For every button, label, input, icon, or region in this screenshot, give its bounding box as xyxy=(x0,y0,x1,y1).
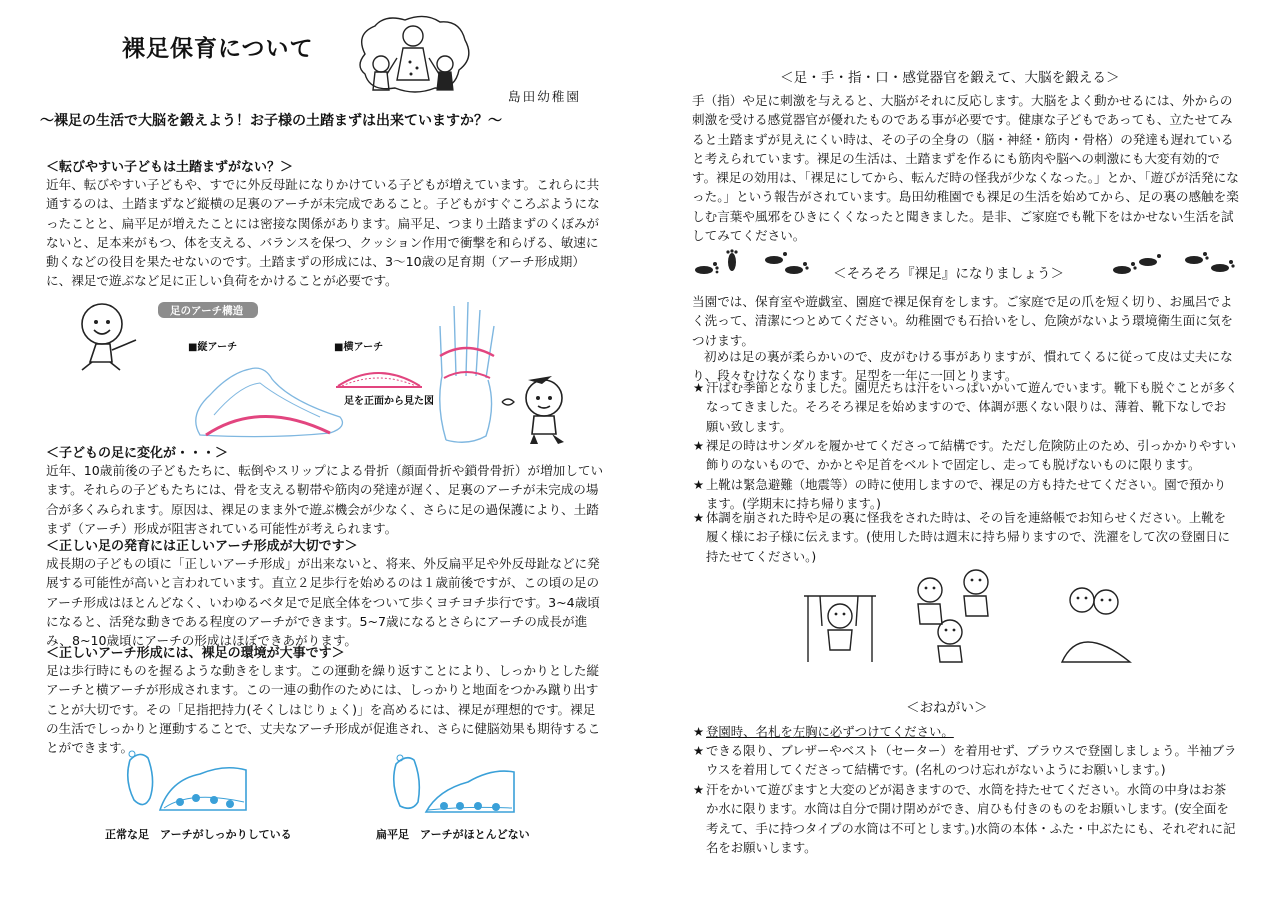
right-heading2: ＜そろそろ『裸足』になりましょう＞ xyxy=(833,266,1065,282)
figure-title: 足のアーチ構造 xyxy=(170,305,244,317)
figure-title-box xyxy=(158,302,258,318)
child-running-icon xyxy=(76,300,152,372)
right-heading3: ＜おねがい＞ xyxy=(906,700,988,716)
section2-heading: ＜子どもの足に変化が・・・＞ xyxy=(46,446,229,461)
foot-top-skeleton-icon xyxy=(432,296,502,446)
front-view-label: 足を正面から見た図 xyxy=(344,396,434,407)
star-icon: ★ xyxy=(693,782,705,797)
school-name: 島田幼稚園 xyxy=(508,89,581,104)
right-body2a: 当園では、保育室や遊戯室、園庭で裸足保育をします。ご家庭で足の爪を短く切り、お風呂でよく洗って、清潔につとめてください。幼稚園でも石拾いをし、危険がないよう環境衛生面に気をつけます。 xyxy=(692,294,1234,348)
caption-flat-foot: 扁平足 アーチがほとんどない xyxy=(376,828,530,841)
section4-heading: ＜正しいアーチ形成には、裸足の環境が大事です＞ xyxy=(46,646,345,661)
star-icon: ★ xyxy=(693,724,705,739)
right-body2b: 初めは足の裏が柔らかいので、皮がむける事がありますが、慣れてくるに従って皮は丈夫になり、段々むけなくなります。足型を一年に一回とります。 xyxy=(692,349,1233,384)
section3-body: 成長期の子どもの頃に「正しいアーチ形成」が出来ないと、将来、外反扁平足や外反母趾などに発展する可能性が高いと言われています。直立２足歩行を始めるのは１歳前後ですが、この頃の足のアーチ形成はほとんどなく、いわゆるベタ足で足底全体をついて歩くヨチヨチ歩行です。3~4歳頃になると、活発な動きである程度のアーチができます。5~7歳になるとさらにアーチの成長が進み、8~10歳頃にアーチの形成はほぼできあがります。 xyxy=(46,556,600,649)
page-subtitle: ～裸足の生活で大脳を鍛えよう！お子様の土踏まずは出来ていますか？～ xyxy=(40,113,502,129)
list-item: ★ 登園時、名札を左胸に必ずつけてください。 xyxy=(706,722,1238,741)
section1-body: 近年、転びやすい子どもや、すでに外反母趾になりかけている子どもが増えています。これらに共通するのは、土踏まずなど縦横の足裏のアーチが未完成であること。子どもがすぐころぶようになったことと、扁平足が増えたことには密接な関係があります。扁平足、つまり土踏まずのくぼみがないと、足本来がもつ、体を支える、バランスを保つ、クッション作用で衝撃を和らげる、敏速に動くなどの役目を果たせないのです。土踏まずの形成には、3～10歳の足育期（アーチ形成期）に、裸足で遊ぶなど足に正しい負荷をかけることが必要です。 xyxy=(46,177,600,289)
star-icon: ★ xyxy=(693,438,705,453)
section4-body: 足は歩行時にものを握るような動きをします。この運動を繰り返すことにより、しっかりとした縦アーチと横アーチが形成されます。この一連の動作のためには、しっかりと地面をつかみ蹴り出すことが大切です。その「足指把持力(そくしはじりょく)」を高めるには、裸足が理想的です。裸足の生活でしっかりと運動することで、丈夫なアーチ形成が促進され、さらに健脳効果も期待することができます。 xyxy=(46,663,601,756)
flat-foot-icon xyxy=(388,750,518,818)
child-running-icon-2 xyxy=(498,372,590,448)
section1-heading: ＜転びやすい子どもは土踏まずがない？＞ xyxy=(46,160,294,175)
section2-body: 近年、10歳前後の子どもたちに、転倒やスリップによる骨折（顔面骨折や鎖骨骨折）が増加しています。それらの子どもたちには、骨を支える靭帯や筋肉の発達が遅く、足裏のアーチが未完成の場合が多くみられます。原因は、裸足のまま外で遊ぶ機会が少なく、さらに足の過保護により、土踏まず（アーチ）形成が阻害されている可能性が考えられます。 xyxy=(46,463,604,536)
list-item: ★ 上靴は緊急避難（地震等）の時に使用しますので、裸足の方も持たせてください。園で預かります。(学期末に持ち帰ります。) xyxy=(693,477,1227,512)
right-heading1: ＜足・手・指・口・感覚器官を鍛えて、大脳を鍛える＞ xyxy=(780,70,1120,86)
list-item: ★ 汗ばむ季節となりました。園児たちは汗をいっぱいかいて遊んでいます。靴下も脱ぐことが多くなってきました。そろそろ裸足を始めますので、体調が悪くない限りは、薄着、靴下なしでお願い致します。 xyxy=(693,380,1238,434)
transverse-arch-label: ■横アーチ xyxy=(334,342,384,353)
children-playing-icon xyxy=(800,566,1140,666)
footprint-icon xyxy=(690,250,810,280)
section3-heading: ＜正しい足の発育には正しいアーチ形成が大切です＞ xyxy=(46,539,358,554)
foot-skeleton-icon xyxy=(180,355,350,445)
longitudinal-arch-label: ■縦アーチ xyxy=(188,342,238,353)
footprint-icon-right xyxy=(1108,250,1238,280)
right-page xyxy=(640,0,1280,904)
star-icon: ★ xyxy=(693,477,705,492)
list-item: ★ 裸足の時はサンダルを履かせてくださって結構です。ただし危険防止のため、引っかかりやすい飾りのないもので、かかとや足首をベルトで固定し、走っても脱げないものに限ります。 xyxy=(693,438,1237,473)
star-icon: ★ xyxy=(693,510,705,525)
transverse-arch-icon xyxy=(334,350,424,392)
page-title: 裸足保育について xyxy=(122,36,314,62)
family-illustration-icon xyxy=(355,14,473,96)
list-item: ★ 汗をかいて遊びますと大変のどが渇きますので、水筒を持たせてください。水筒の中身はお茶か水に限ります。水筒は自分で開け閉めができ、肩ひも付きのものをお願いします。(安全面を考えて、手に持つタイプの水筒は不可とします。)水筒の本体・ふた・中ぶたにも、それぞれに記名をお願いします。 xyxy=(693,782,1236,855)
list-item: ★ できる限り、ブレザーやベスト（セーター）を着用せず、ブラウスで登園しましょう。半袖ブラウスを着用してくださって結構です。(名札のつけ忘れがないようにお願いします。) xyxy=(693,743,1237,778)
star-icon: ★ xyxy=(693,743,705,758)
star-icon: ★ xyxy=(693,380,705,395)
list-item: ★ 体調を崩された時や足の裏に怪我をされた時は、その旨を連絡帳でお知らせください。上靴を履く様にお子様に伝えます。(使用した時は週末に持ち帰りますので、洗濯をして次の登園日に持たせてください。) xyxy=(693,510,1230,564)
right-body1: 手（指）や足に刺激を与えると、大脳がそれに反応します。大脳をよく動かせるには、外からの刺激を受ける感覚器官が優れたものである事が必要です。健康な子どもであっても、立たせてみると土踏まずが見えにくい時は、その子の全身の（脳・神経・筋肉・骨格）の発達も遅れていると考えられています。裸足の生活は、土踏まずを作るにも筋肉や脳への刺激にも大変有効的です。裸足の効用は、「裸足にしてから、転んだ時の怪我が少なくなった。」とか、「遊びが活発になった。」という報告がされています。島田幼稚園でも裸足の生活を始めてから、足の裏の感触を楽しむ言葉や風邪をひきにくくなったと聞きました。是非、ご家庭でも靴下をはかせない生活を試してみてください。 xyxy=(692,93,1239,244)
caption-normal-foot: 正常な足 アーチがしっかりしている xyxy=(105,828,292,841)
normal-foot-icon xyxy=(120,750,250,818)
